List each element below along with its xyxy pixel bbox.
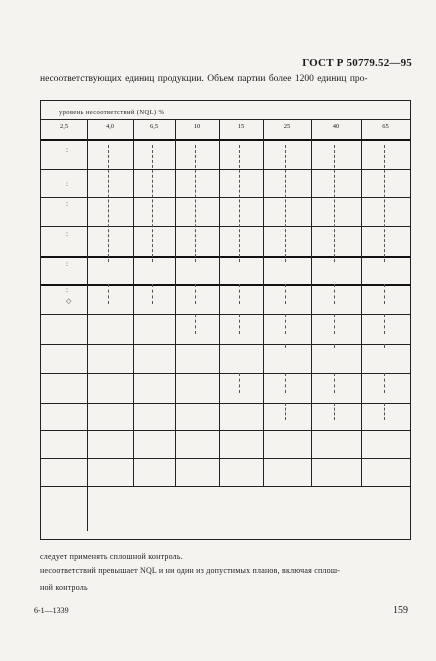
column-divider bbox=[87, 486, 88, 531]
page-number: 159 bbox=[393, 605, 408, 616]
dashed-guide bbox=[384, 373, 385, 393]
dot-mark: ◇ bbox=[66, 297, 72, 305]
row-divider bbox=[41, 486, 410, 487]
dashed-guide bbox=[239, 373, 240, 393]
row-divider bbox=[41, 284, 410, 286]
dashed-guide bbox=[384, 314, 385, 334]
sampling-table bbox=[40, 100, 411, 540]
dot-mark: : bbox=[66, 260, 68, 268]
dashed-guide bbox=[384, 145, 385, 262]
column-divider bbox=[219, 119, 220, 486]
dashed-guide bbox=[334, 373, 335, 393]
column-divider bbox=[361, 119, 362, 486]
row-divider bbox=[41, 226, 410, 227]
dot-mark: : bbox=[66, 286, 68, 294]
dashed-guide bbox=[195, 284, 196, 304]
dashed-guide bbox=[384, 344, 385, 348]
footer-line-1: следует применять сплошной контроль. bbox=[40, 552, 183, 561]
intro-text: несоответствующих единиц продукции. Объем партии более 1200 единиц про- bbox=[40, 74, 368, 84]
column-header: 4,0 bbox=[105, 123, 115, 130]
dashed-guide bbox=[239, 284, 240, 304]
row-divider bbox=[41, 139, 410, 141]
row-divider bbox=[41, 256, 410, 258]
column-header: 6,5 bbox=[149, 123, 159, 130]
row-divider bbox=[41, 458, 410, 459]
dashed-guide bbox=[195, 314, 196, 334]
column-header: 10 bbox=[193, 123, 201, 130]
dot-mark: : bbox=[66, 230, 68, 238]
row-divider bbox=[41, 430, 410, 431]
footer-line-3: ной контроль bbox=[40, 583, 88, 592]
row-divider bbox=[41, 169, 410, 170]
dot-mark: : bbox=[66, 146, 68, 154]
column-divider bbox=[311, 119, 312, 486]
column-divider bbox=[133, 119, 134, 486]
dashed-guide bbox=[334, 284, 335, 304]
dashed-guide bbox=[285, 403, 286, 420]
row-divider bbox=[41, 403, 410, 404]
column-header: 2,5 bbox=[59, 123, 69, 130]
column-divider bbox=[263, 119, 264, 486]
column-header: 25 bbox=[283, 123, 291, 130]
dashed-guide bbox=[285, 314, 286, 334]
dashed-guide bbox=[285, 344, 286, 348]
dashed-guide bbox=[152, 284, 153, 304]
dashed-guide bbox=[334, 314, 335, 334]
table-caption: уровень несоответствий (NQL) % bbox=[59, 109, 165, 116]
row-divider bbox=[41, 344, 410, 345]
dashed-guide bbox=[108, 145, 109, 262]
dot-mark: : bbox=[66, 180, 68, 188]
row-divider bbox=[41, 373, 410, 374]
column-header: 65 bbox=[382, 123, 389, 130]
row-divider bbox=[41, 314, 410, 315]
dashed-guide bbox=[285, 284, 286, 304]
column-header: 40 bbox=[332, 123, 340, 130]
dot-mark: : bbox=[66, 200, 68, 208]
dashed-guide bbox=[285, 373, 286, 393]
standard-header: ГОСТ Р 50779.52—95 bbox=[302, 57, 412, 69]
dashed-guide bbox=[334, 344, 335, 348]
footer-line-2: несоответствий превышает NQL и ни один из допустимых планов, включая сплош- bbox=[40, 566, 341, 575]
dashed-guide bbox=[384, 403, 385, 420]
dashed-guide bbox=[285, 145, 286, 262]
dashed-guide bbox=[195, 145, 196, 262]
dashed-guide bbox=[239, 145, 240, 262]
dashed-guide bbox=[384, 284, 385, 304]
dashed-guide bbox=[334, 403, 335, 420]
column-header: 15 bbox=[237, 123, 245, 130]
dashed-guide bbox=[152, 145, 153, 262]
dashed-guide bbox=[334, 145, 335, 262]
dashed-guide bbox=[239, 314, 240, 334]
column-divider bbox=[175, 119, 176, 486]
dashed-guide bbox=[108, 284, 109, 304]
row-divider bbox=[41, 119, 410, 120]
column-divider bbox=[87, 119, 88, 486]
row-divider bbox=[41, 197, 410, 198]
page-code: 6-1—1339 bbox=[34, 606, 69, 615]
